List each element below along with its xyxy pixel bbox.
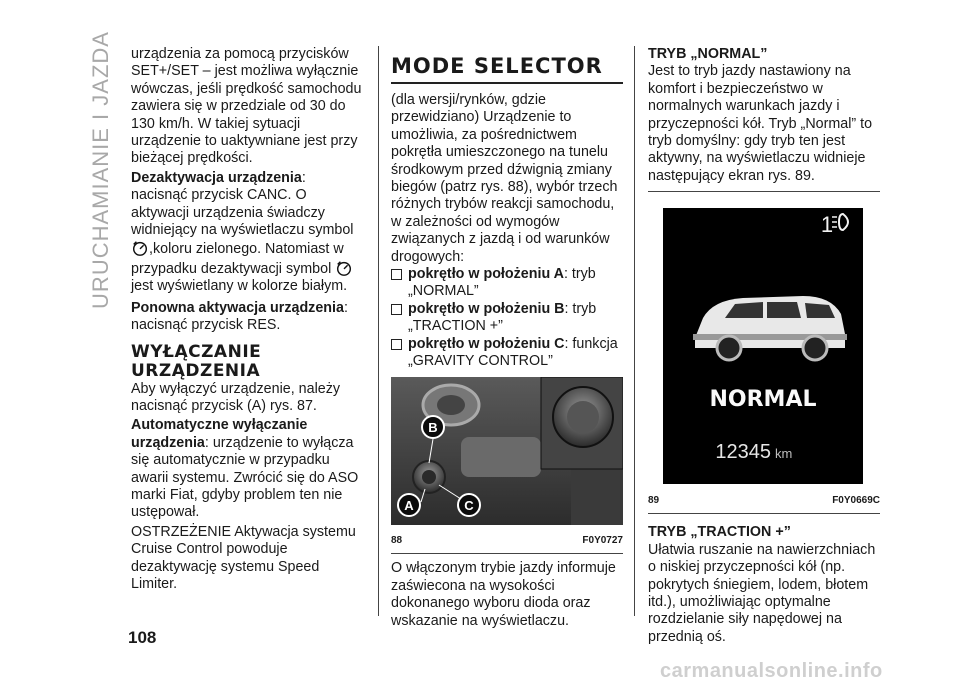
after-figure-paragraph: O włączonym trybie jazdy informuje zaświecona na wysokości dokonanego wyboru dioda oraz wskazanie na wyświetlaczu. (391, 560, 616, 629)
column-3-lower (648, 490, 880, 646)
title-rule (391, 82, 623, 84)
intro-paragraph: urządzenia za pomocą przycisków SET+/SET – jest możliwa wyłącznie wówczas, jeśli prędkość samochodu zawiera się w przedziale od 30 do 130 km/h. W takiej sytuacji urządzenie to uaktywniane jest przy bieżącej prędkości. (131, 46, 362, 167)
watermark-url: carmanualsonline.info (660, 660, 883, 682)
column-divider (634, 46, 635, 616)
deactivation-paragraph: Dezaktywacja urządzenia: nacisnąć przycisk CANC. O aktywacji urządzenia świadczy widniejący na wyświetlaczu symbol ,koloru zielonego. Natomiast w przypadku dezaktywacji symbol jest wyświetlany w kolorze białym. (131, 169, 354, 295)
chapter-tab: URUCHAMIANIE I JAZDA (88, 31, 113, 309)
figure-caption: 89 F0Y0669C (648, 495, 880, 506)
column-2 (391, 46, 623, 630)
page-number: 108 (128, 628, 157, 647)
figure-rule (648, 513, 880, 514)
column-divider (378, 46, 379, 616)
figure-88 (391, 377, 623, 555)
list-item: pokrętło w położeniu A: tryb „NORMAL” (391, 266, 623, 301)
car-icon (693, 296, 847, 360)
headlight-icon (832, 214, 848, 230)
cruise-control-speedometer-icon (335, 259, 353, 277)
label-c: C (464, 497, 474, 513)
bullet-square-icon (391, 339, 402, 350)
figure-rule (391, 553, 623, 554)
subsection-title: TRYB „NORMAL” (648, 46, 768, 62)
reactivation-paragraph: Ponowna aktywacja urządzenia: nacisnąć przycisk RES. (131, 299, 348, 334)
list-item: pokrętło w położeniu C: funkcja „GRAVITY CONTROL” (391, 336, 623, 371)
column-3 (648, 46, 880, 192)
instrument-display (663, 208, 863, 484)
list-item: pokrętło w położeniu B: tryb „TRACTION +” (391, 301, 623, 336)
bullet-square-icon (391, 304, 402, 315)
gear-indicator: 1 (820, 212, 834, 237)
auto-off-paragraph: Automatyczne wyłączanie urządzenia: urządzenie to wyłącza się automatycznie w przypadku awarii systemu. Zwrócić się do ASO marki Fiat, gdyby problem ten nie ustępował. (131, 417, 359, 521)
figure-rule (648, 191, 880, 192)
bullet-list (391, 266, 623, 370)
subsection-title: TRYB „TRACTION +” (648, 524, 791, 541)
mode-selector-photo (391, 377, 623, 525)
label-b: B (428, 419, 438, 435)
figure-caption: 88 F0Y0727 (391, 534, 623, 546)
mode-label: NORMAL (709, 387, 817, 412)
odometer-value: 12345 (715, 441, 771, 463)
intro-paragraph: (dla wersji/rynków, gdzie przewidziano) Urządzenie to umożliwia, za pośrednictwem pokrętła umieszczonego na tunelu środkowym przed dźwignią zmiany biegów (patrz rys. 88), wybór trzech różnych trybów reakcji samochodu, w zależności od wymogów związanych z jazdą i od warunków drogowych: (391, 92, 618, 265)
column-1 (131, 46, 366, 593)
odometer-unit: km (775, 446, 793, 461)
warning-paragraph: OSTRZEŻENIE Aktywacja systemu Cruise Control powoduje dezaktywację systemu Speed Limiter. (131, 523, 356, 592)
label-a: A (404, 497, 414, 513)
section-title: MODE SELECTOR (391, 54, 603, 78)
section-heading: WYŁĄCZANIE URZĄDZENIA (131, 341, 262, 381)
bullet-square-icon (391, 269, 402, 280)
traction-paragraph: Ułatwia ruszanie na nawierzchniach o niskiej przyczepności kół (np. pokrytych śniegiem, lodem, błotem itd.), umożliwiając optymalne rozdzielanie siły napędowej na przednią oś. (648, 541, 876, 645)
switch-off-paragraph: Aby wyłączyć urządzenie, należy nacisnąć przycisk (A) rys. 87. (131, 380, 340, 414)
cruise-control-speedometer-icon (131, 239, 149, 257)
normal-paragraph: Jest to tryb jazdy nastawiony na komfort i bezpieczeństwo w normalnych warunkach jazdy i przyczepności kół. Tryb „Normal” to tryb domyślny: gdy tryb ten jest aktywny, na wyświetlaczu widnieje następujący ekran rys. 89. (648, 63, 873, 184)
